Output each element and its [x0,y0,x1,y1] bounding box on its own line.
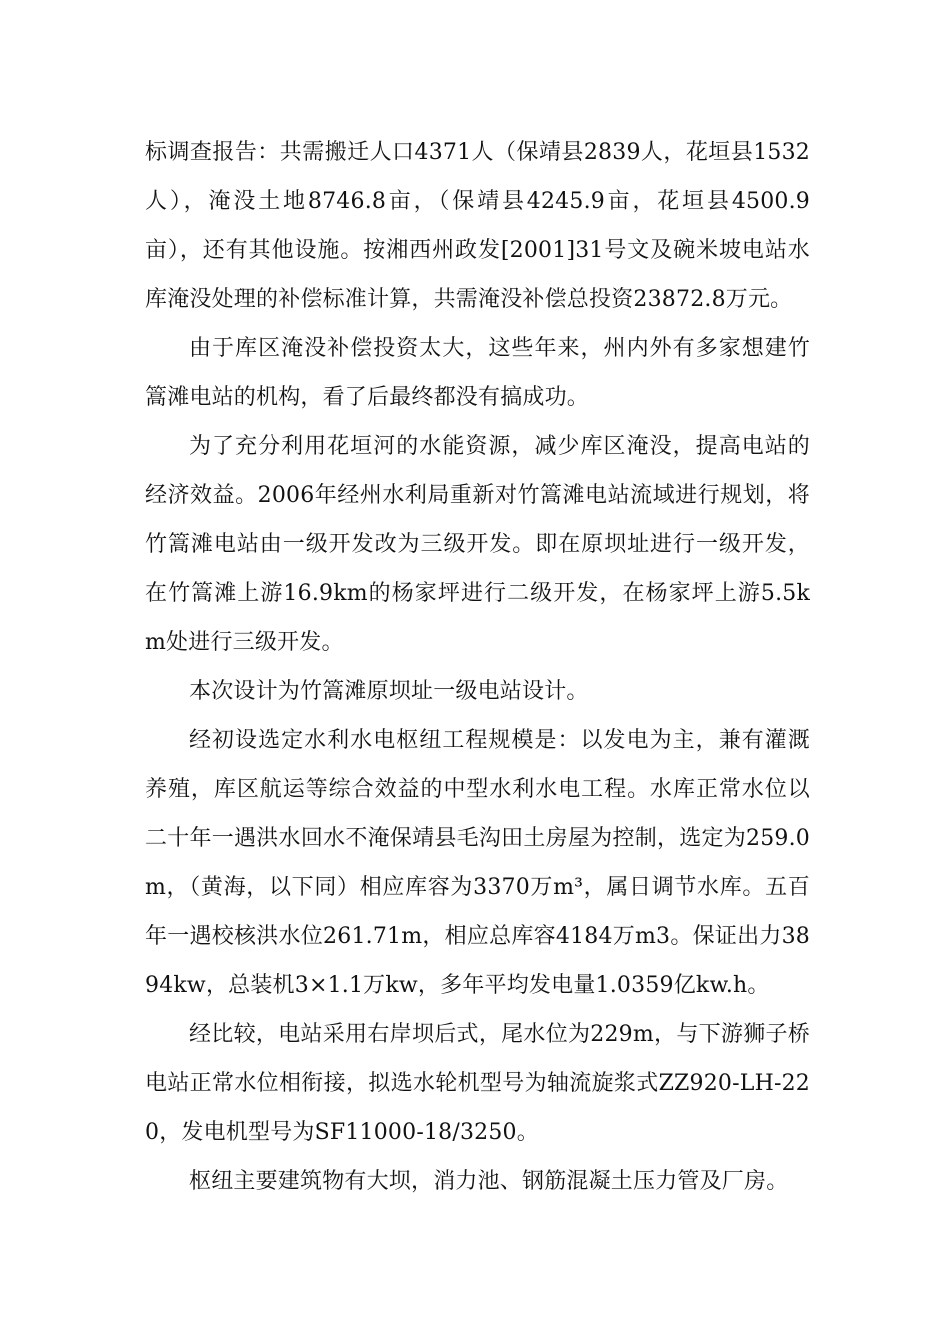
paragraph-three-stage-development: 为了充分利用花垣河的水能资源，减少库区淹没，提高电站的经济效益。2006年经州水利局重新对竹篙滩电站流域进行规划，将竹篙滩电站由一级开发改为三级开发。即在原坝址进行一级开发，在竹篙滩上游16.9km的杨家坪进行二级开发，在杨家坪上游5.5km处进行三级开发。 [145,434,810,655]
document-body [145,128,810,1206]
paragraph-continued-survey: 标调查报告：共需搬迁人口4371人（保靖县2839人，花垣县1532人），淹没土地8746.8亩，（保靖县4245.9亩，花垣县4500.9亩），还有其他设施。按湘西州政发[2001]31号文及碗米坡电站水库淹没处理的补偿标准计算，共需淹没补偿总投资23872.8万元。 [145,140,810,312]
paragraph-project-scale: 经初设选定水利水电枢纽工程规模是：以发电为主，兼有灌溉养殖，库区航运等综合效益的中型水利水电工程。水库正常水位以二十年一遇洪水回水不淹保靖县毛沟田土房屋为控制，选定为259.0m，（黄海，以下同）相应库容为3370万m³，属日调节水库。五百年一遇校核洪水位261.71m，相应总库容4184万m3。保证出力3894kw，总装机3×1.1万kw，多年平均发电量1.0359亿kw.h。 [145,728,810,998]
paragraph-powerhouse-layout: 经比较，电站采用右岸坝后式，尾水位为229m，与下游狮子桥电站正常水位相衔接，拟选水轮机型号为轴流旋浆式ZZ920-LH-220，发电机型号为SF11000-18/3250。 [145,1022,810,1145]
paragraph-design-scope: 本次设计为竹篙滩原坝址一级电站设计。 [189,679,589,704]
paragraph-main-structures: 枢纽主要建筑物有大坝，消力池、钢筋混凝土压力管及厂房。 [189,1169,789,1194]
paragraph-compensation-too-large: 由于库区淹没补偿投资太大，这些年来，州内外有多家想建竹篙滩电站的机构，看了后最终都没有搞成功。 [145,336,810,410]
